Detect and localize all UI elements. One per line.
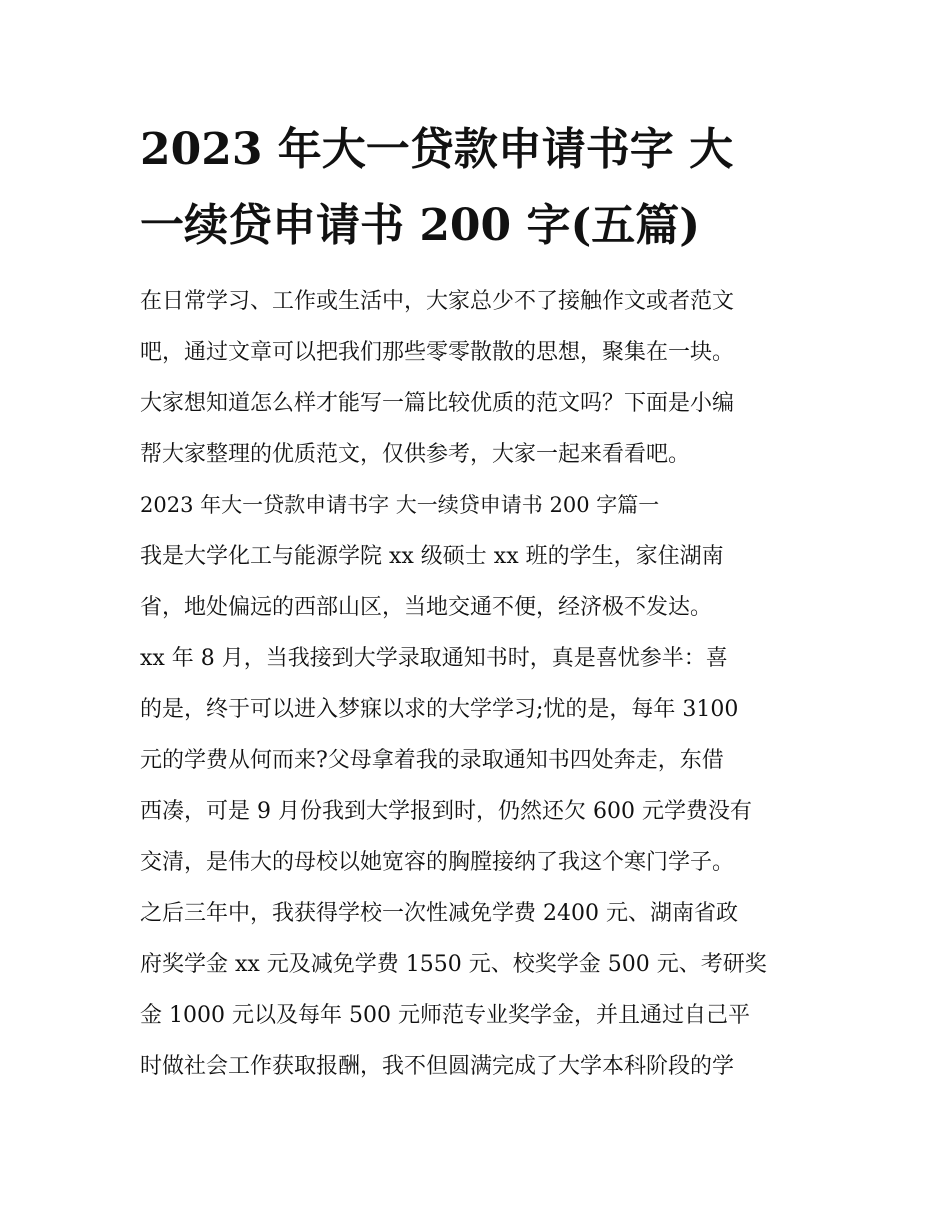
section-heading: 2023 年大一贷款申请书字 大一续贷申请书 200 字篇一 (140, 493, 660, 517)
body-line-1: 在日常学习、工作或生活中，大家总少不了接触作文或者范文 (140, 289, 735, 314)
document-body (140, 276, 830, 1092)
body-line-11: 西凑，可是 9 月份我到大学报到时，仍然还欠 600 元学费没有 (140, 799, 752, 824)
body-line-6: 我是大学化工与能源学院 xx 级硕士 xx 班的学生，家住湖南 (140, 544, 724, 569)
body-line-2: 吧，通过文章可以把我们那些零零散散的思想，聚集在一块。 (140, 340, 735, 365)
body-line-12: 交清，是伟大的母校以她宽容的胸膛接纳了我这个寒门学子。 (140, 850, 735, 875)
body-line-14: 府奖学金 xx 元及减免学费 1550 元、校奖学金 500 元、考研奖 (140, 952, 767, 977)
title-line-1: 2023 年大一贷款申请书字 大 (140, 124, 734, 175)
body-line-4: 帮大家整理的优质范文，仅供参考，大家一起来看看吧。 (140, 442, 691, 467)
body-line-16: 时做社会工作获取报酬，我不但圆满完成了大学本科阶段的学 (140, 1054, 735, 1079)
body-line-15: 金 1000 元以及每年 500 元师范专业奖学金，并且通过自己平 (140, 1003, 750, 1028)
title-line-2: 一续贷申请书 200 字(五篇) (140, 200, 701, 251)
body-line-9: 的是，终于可以进入梦寐以求的大学学习;忧的是，每年 3100 (140, 697, 739, 722)
body-line-13: 之后三年中，我获得学校一次性减免学费 2400 元、湖南省政 (140, 901, 738, 926)
document-title (140, 112, 820, 264)
body-line-8: xx 年 8 月，当我接到大学录取通知书时，真是喜忧参半：喜 (140, 646, 728, 671)
body-line-3: 大家想知道怎么样才能写一篇比较优质的范文吗？下面是小编 (140, 391, 735, 416)
body-line-10: 元的学费从何而来?父母拿着我的录取通知书四处奔走，东借 (140, 748, 724, 773)
body-line-7: 省，地处偏远的西部山区，当地交通不便，经济极不发达。 (140, 595, 713, 620)
